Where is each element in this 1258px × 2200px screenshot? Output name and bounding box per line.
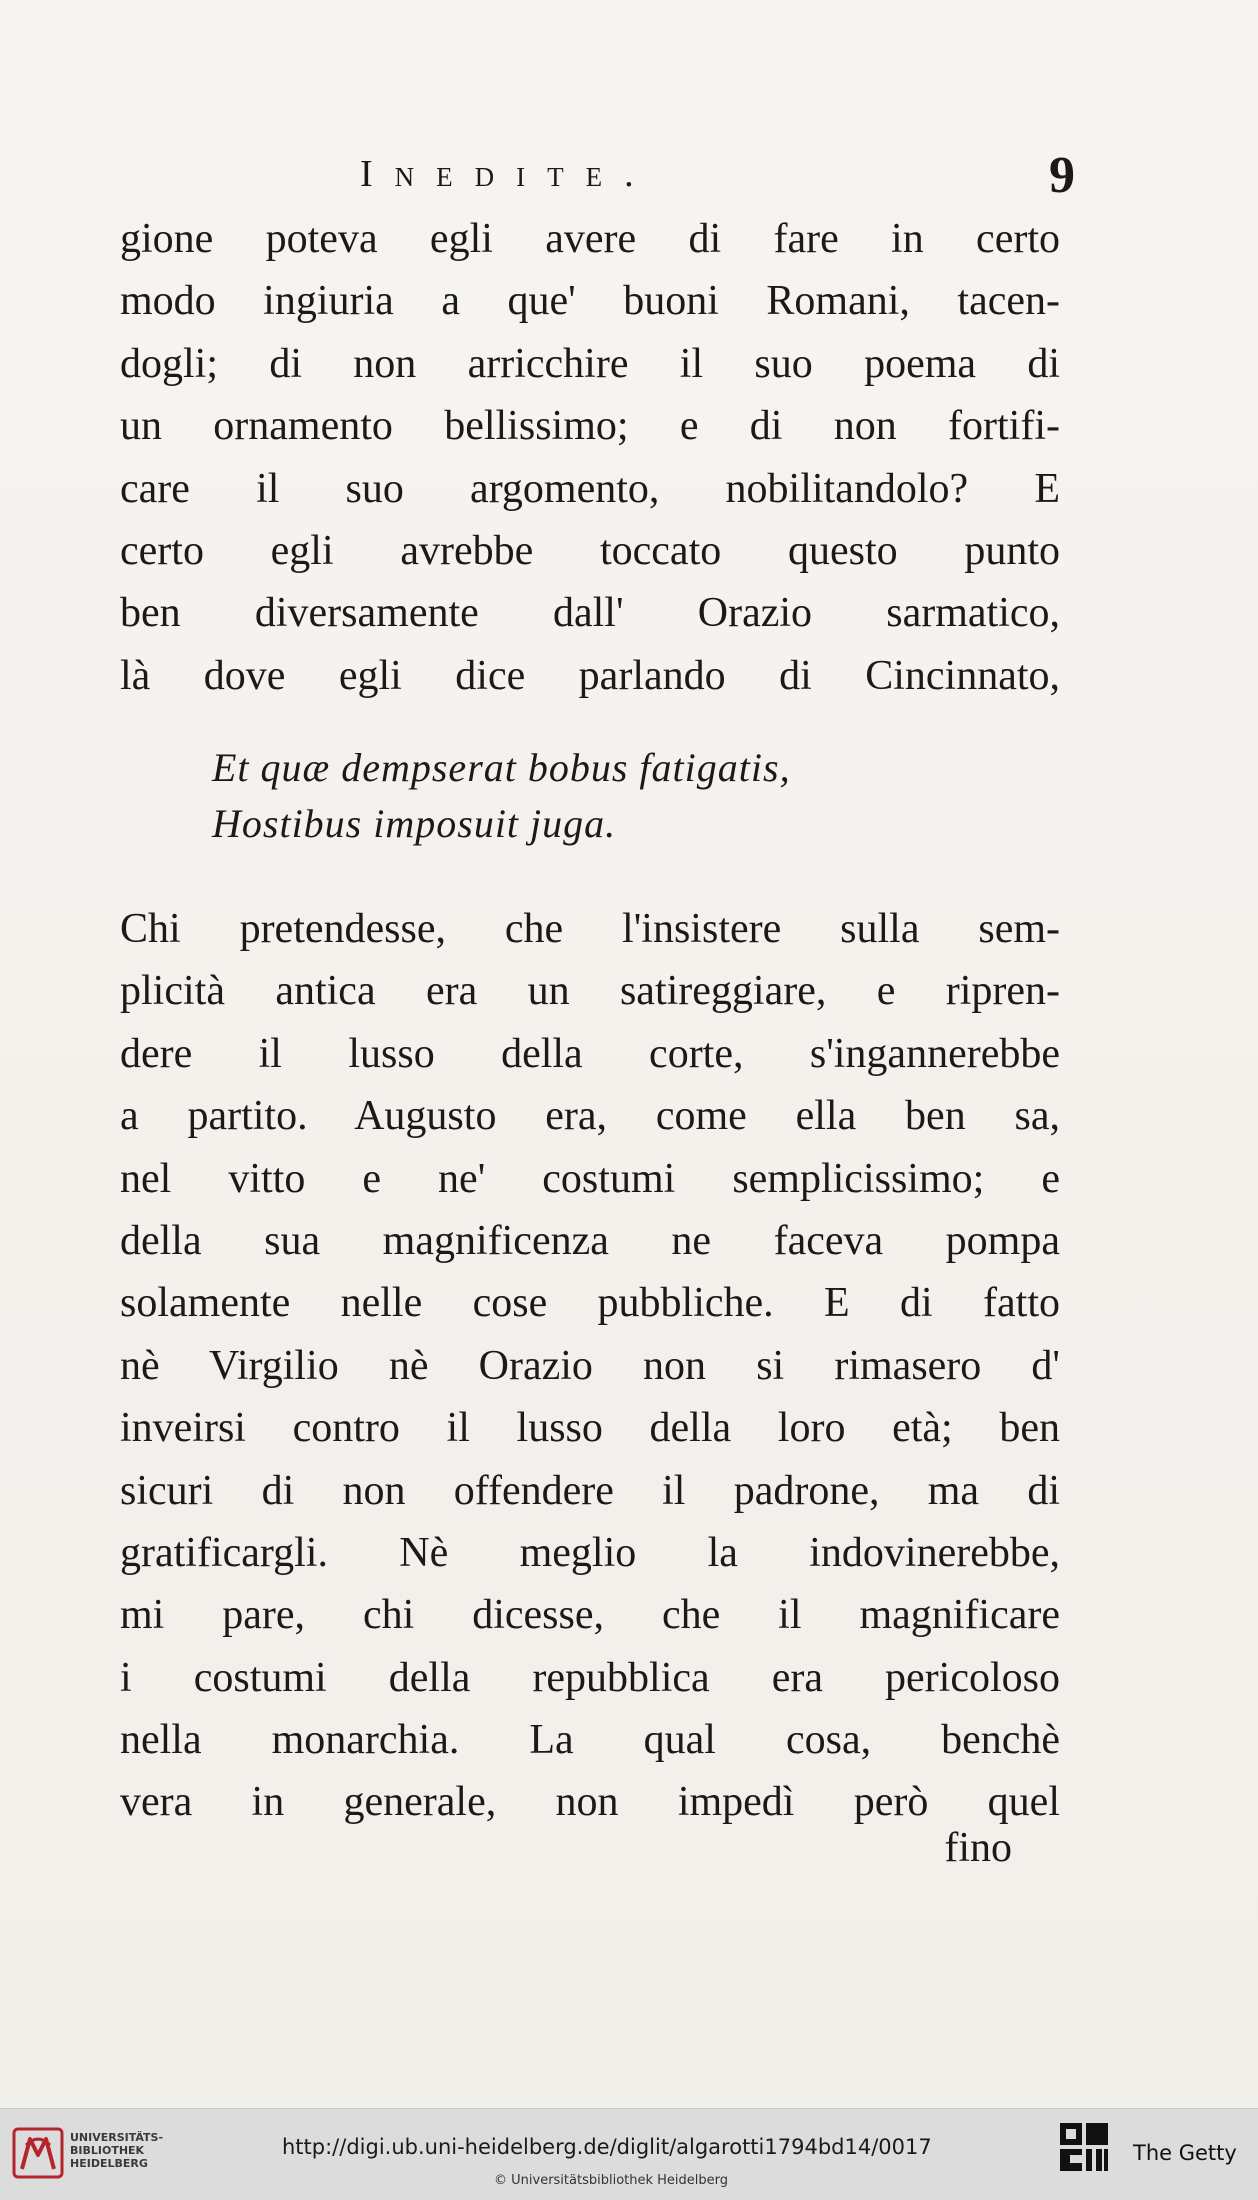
text-line: dere il lusso della corte, s'ingannerebbe (120, 1030, 1060, 1077)
text-line: a partito. Augusto era, come ella ben sa, (120, 1093, 1060, 1140)
getty-name: The Getty (1133, 2141, 1237, 2165)
universitaetsbibliothek-logo-icon[interactable] (12, 2125, 64, 2181)
running-title: Inedite. (360, 153, 656, 195)
text-line: gratificargli. Nè meglio la indovinerebbe, (120, 1529, 1060, 1576)
text-line: della sua magnificenza ne faceva pompa (120, 1217, 1060, 1264)
text-line: un ornamento bellissimo; e di non fortifi- (120, 403, 1060, 450)
latin-quotation (212, 740, 791, 852)
text-line: i costumi della repubblica era pericoloso (120, 1654, 1060, 1701)
viewer-footer (0, 2108, 1258, 2200)
library-name-line: BIBLIOTHEK (70, 2144, 145, 2157)
library-name (70, 2131, 163, 2170)
text-line: care il suo argomento, nobilitandolo? E (120, 465, 1060, 512)
paragraph-1 (120, 208, 1060, 707)
copyright-notice: © Universitätsbibliothek Heidelberg (494, 2173, 729, 2188)
paragraph-2 (120, 898, 1060, 1834)
library-name-line: HEIDELBERG (70, 2157, 148, 2170)
quote-line: Hostibus imposuit juga. (212, 801, 617, 846)
getty-logo-icon[interactable] (1058, 2121, 1112, 2185)
text-line: mi pare, chi dicesse, che il magnificare (120, 1592, 1060, 1639)
library-name-line: UNIVERSITÄTS- (70, 2131, 164, 2144)
text-line: là dove egli dice parlando di Cincinnato, (120, 652, 1060, 699)
text-line: dogli; di non arricchire il suo poema di (120, 340, 1060, 387)
permalink-url[interactable]: http://digi.ub.uni-heidelberg.de/diglit/algarotti1794bd14/0017 (282, 2135, 932, 2159)
text-line: gione poteva egli avere di fare in certo (120, 216, 1060, 262)
text-line: nè Virgilio nè Orazio non si rimasero d' (120, 1342, 1060, 1389)
text-line: solamente nelle cose pubbliche. E di fatto (120, 1280, 1060, 1327)
text-line: sicuri di non offendere il padrone, ma di (120, 1467, 1060, 1514)
quote-line: Et quæ dempserat bobus fatigatis, (212, 745, 791, 790)
text-line: nel vitto e ne' costumi semplicissimo; e (120, 1155, 1060, 1202)
text-line: modo ingiuria a que' buoni Romani, tacen- (120, 278, 1060, 325)
text-line: plicità antica era un satireggiare, e ripren- (120, 968, 1060, 1015)
text-line: ben diversamente dall' Orazio sarmatico, (120, 590, 1060, 637)
text-line: inveirsi contro il lusso della loro età; ben (120, 1405, 1060, 1452)
catchword: fino (944, 1825, 1012, 1871)
text-line: nella monarchia. La qual cosa, benchè (120, 1717, 1060, 1764)
page-number: 9 (1049, 147, 1075, 204)
text-line: certo egli avrebbe toccato questo punto (120, 527, 1060, 574)
text-line: Chi pretendesse, che l'insistere sulla sem- (120, 906, 1060, 952)
running-head (120, 147, 1075, 204)
text-line: vera in generale, non impedì però quel (120, 1779, 1060, 1826)
